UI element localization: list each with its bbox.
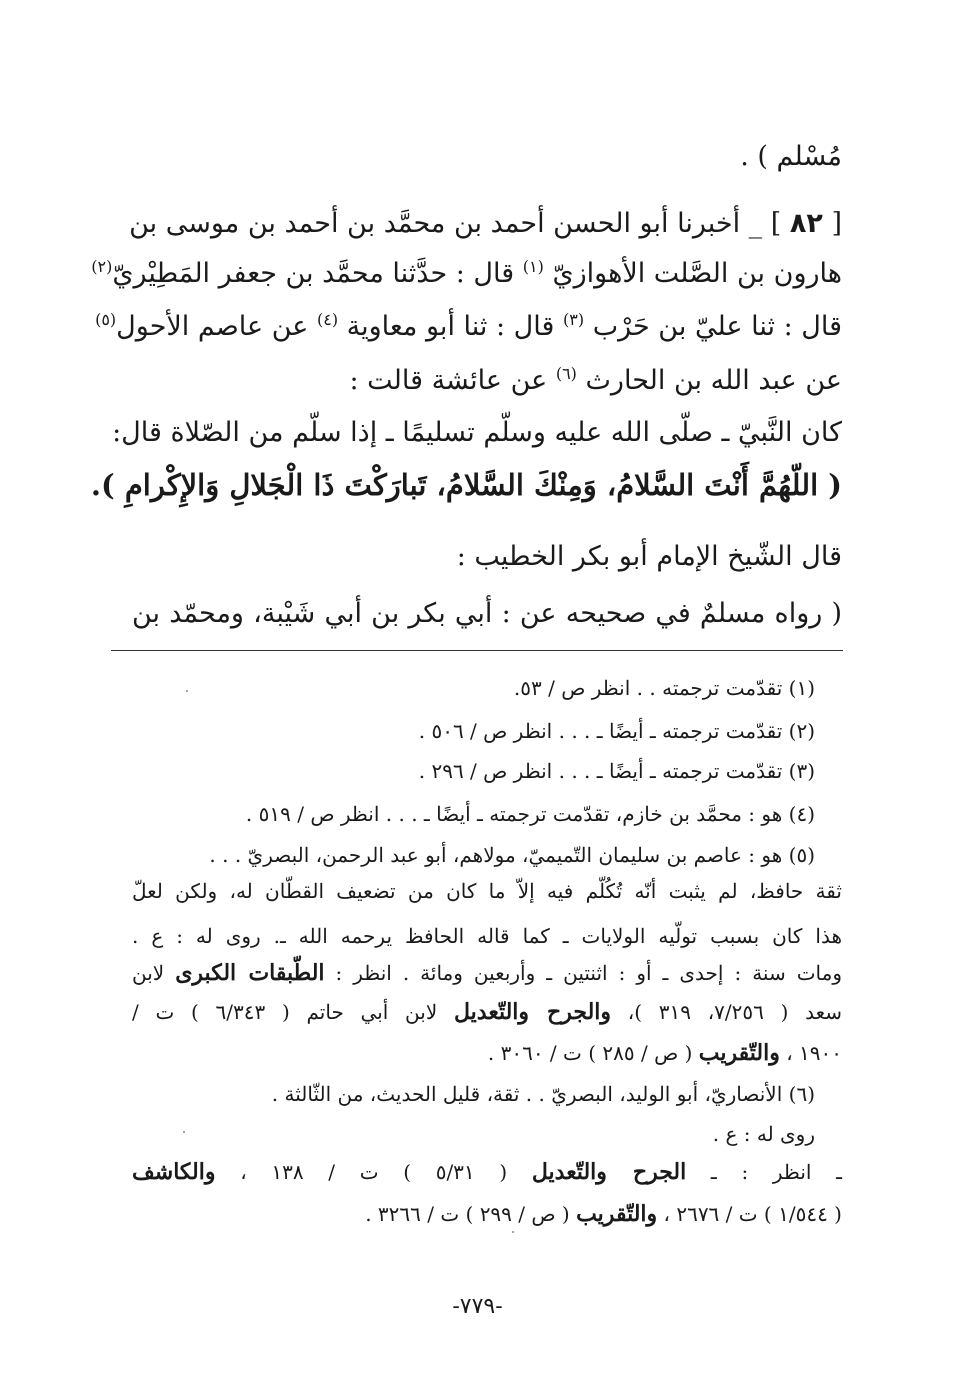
text-segment: قال : حدَّثنا محمَّد بن جعفر المَطِيْريّ xyxy=(112,258,515,289)
book-title: والكاشف xyxy=(132,1159,216,1185)
footnote-text: ثقة حافظ، لم يثبت أنّه تُكُلّم فيه إلاّ ما كان من تضعيف القطّان له، ولكن لعلّ xyxy=(132,879,842,903)
footnote-text: ( ١/٥٤٤ ) ت / ٢٦٧٦ ، xyxy=(663,1202,842,1226)
footnote-6 xyxy=(132,1079,815,1109)
text-segment: عن عبد الله بن الحارث xyxy=(585,365,842,396)
page-number: -٧٧٩- xyxy=(452,1294,503,1319)
text-segment: قال : ثنا أبو معاوية xyxy=(346,311,555,342)
footnote-text: روى له : ع . xyxy=(712,1122,815,1146)
book-title: الطّبقات الكبرى xyxy=(175,960,325,986)
text-segment: هارون بن الصَّلت الأهوازيّ xyxy=(552,258,842,289)
footnote-text: سعد ( ٧/٢٥٦، ٣١٩ )، xyxy=(627,1000,843,1024)
footnote-text: (٢) تقدّمت ترجمته ـ أيضًا ـ . . . انظر ص / ٥٠٦ . xyxy=(418,719,815,743)
footnote-1 xyxy=(132,673,815,703)
footnote-ref: (٦) xyxy=(555,364,577,383)
footnote-text: لابن xyxy=(132,961,165,985)
footnote-5-continued xyxy=(132,921,842,951)
footnote-text: ( ص / ٢٩٩ ) ت / ٣٢٦٦ . xyxy=(365,1202,570,1226)
footnote-text: (٥) هو : عاصم بن سليمان التّميميّ، مولاهم، أبو عبد الرحمن، البصريّ . . . xyxy=(209,843,815,867)
text-segment: مُسْلم ) . xyxy=(740,141,842,172)
main-text-line xyxy=(91,254,842,294)
footnote-3 xyxy=(132,756,815,786)
text-segment: قال الشّيخ الإمام أبو بكر الخطيب : xyxy=(456,541,842,572)
footnote-5 xyxy=(132,840,815,870)
scan-speck xyxy=(183,1131,185,1133)
main-text-line xyxy=(112,413,842,453)
footnote-5-continued xyxy=(132,1038,842,1068)
text-segment: قال : ثنا عليّ بن حَرْب xyxy=(592,311,842,342)
footnote-ref: (١) xyxy=(522,257,544,276)
dua-text-line xyxy=(90,464,842,506)
bracket-open: [ xyxy=(831,208,842,239)
bracket-close: ] xyxy=(770,208,782,239)
footnote-6-continued xyxy=(132,1119,815,1149)
footnote-5-continued xyxy=(132,876,842,906)
footnote-text: هذا كان بسبب تولّيه الولايات ـ كما قاله الحافظ يرحمه الله ـ. روى له : ع . xyxy=(132,924,842,948)
footnote-5-continued xyxy=(132,958,842,988)
main-text-line xyxy=(132,137,842,177)
text-segment: كان النَّبيّ ـ صلّى الله عليه وسلّم تسليمًا ـ إذا سلّم من الصّلاة قال: xyxy=(112,417,842,448)
book-title: والتّقريب xyxy=(576,1201,658,1227)
hadith-number: ٨٢ xyxy=(789,208,823,239)
footnote-text: ( ص / ٢٨٥ ) ت / ٣٠٦٠ . xyxy=(487,1041,693,1065)
footnote-ref: (٢) xyxy=(91,257,113,276)
scan-speck xyxy=(512,1231,514,1233)
main-text-line xyxy=(95,307,842,347)
scan-speck xyxy=(186,690,188,692)
footnote-text: (٣) تقدّمت ترجمته ـ أيضًا ـ . . . انظر ص / ٢٩٦ . xyxy=(418,759,815,783)
footnote-text: (٤) هو : محمَّد بن خازم، تقدّمت ترجمته ـ أيضًا ـ . . . انظر ص / ٥١٩ . xyxy=(245,802,815,826)
footnote-text: (١) تقدّمت ترجمته . . انظر ص / ٥٣. xyxy=(513,676,815,700)
text-segment: _ أخبرنا أبو الحسن أحمد بن محمَّد بن أحمد بن موسى بن xyxy=(129,208,763,239)
footnote-ref: (٣) xyxy=(563,310,585,329)
book-title: والتّقريب xyxy=(698,1040,780,1066)
hadith-heading-line xyxy=(129,204,842,244)
text-segment: عن عائشة قالت : xyxy=(349,365,548,396)
footnote-text: ١٩٠٠ ، xyxy=(786,1041,842,1065)
footnote-text: لابن أبي حاتم ( ٦/٣٤٣ ) ت / xyxy=(132,1000,438,1024)
main-text-line xyxy=(132,361,842,401)
footnote-2 xyxy=(132,716,815,746)
main-text-line xyxy=(132,537,842,577)
text-segment: ( رواه مسلمٌ في صحيحه عن : أبي بكر بن أبي شَيْبة، ومحمّد بن xyxy=(132,598,842,629)
footnote-text: ـ انظر : ـ xyxy=(710,1160,843,1184)
text-segment: عن عاصم الأحول xyxy=(116,311,309,342)
footnote-5-continued xyxy=(132,997,842,1027)
book-title: والجرح والتّعديل xyxy=(454,999,612,1025)
text-segment: ( اللّهُمَّ أَنْتَ السَّلامُ، وَمِنْكَ السَّلامُ، تَبارَكْتَ ذَا الْجَلالِ وَالإِكْرامِ ). xyxy=(90,468,842,502)
footnote-ref: (٤) xyxy=(316,310,339,329)
main-text-line xyxy=(132,594,842,634)
footnote-4 xyxy=(132,799,815,829)
book-title: الجرح والتّعديل xyxy=(531,1159,687,1185)
footnote-6-continued xyxy=(132,1157,842,1187)
footnote-text: (٦) الأنصاريّ، أبو الوليد، البصريّ . . ثقة، قليل الحديث، من الثّالثة . xyxy=(271,1082,815,1106)
footnote-divider xyxy=(111,650,843,651)
footnote-ref: (٥) xyxy=(95,310,117,329)
footnote-6-continued xyxy=(132,1199,842,1229)
footnote-text: ( ٥/٣١ ) ت / ١٣٨ ، xyxy=(240,1160,508,1184)
footnote-text: ومات سنة : إحدى ـ أو : اثنتين ـ وأربعين ومائة . انظر : xyxy=(335,961,842,985)
